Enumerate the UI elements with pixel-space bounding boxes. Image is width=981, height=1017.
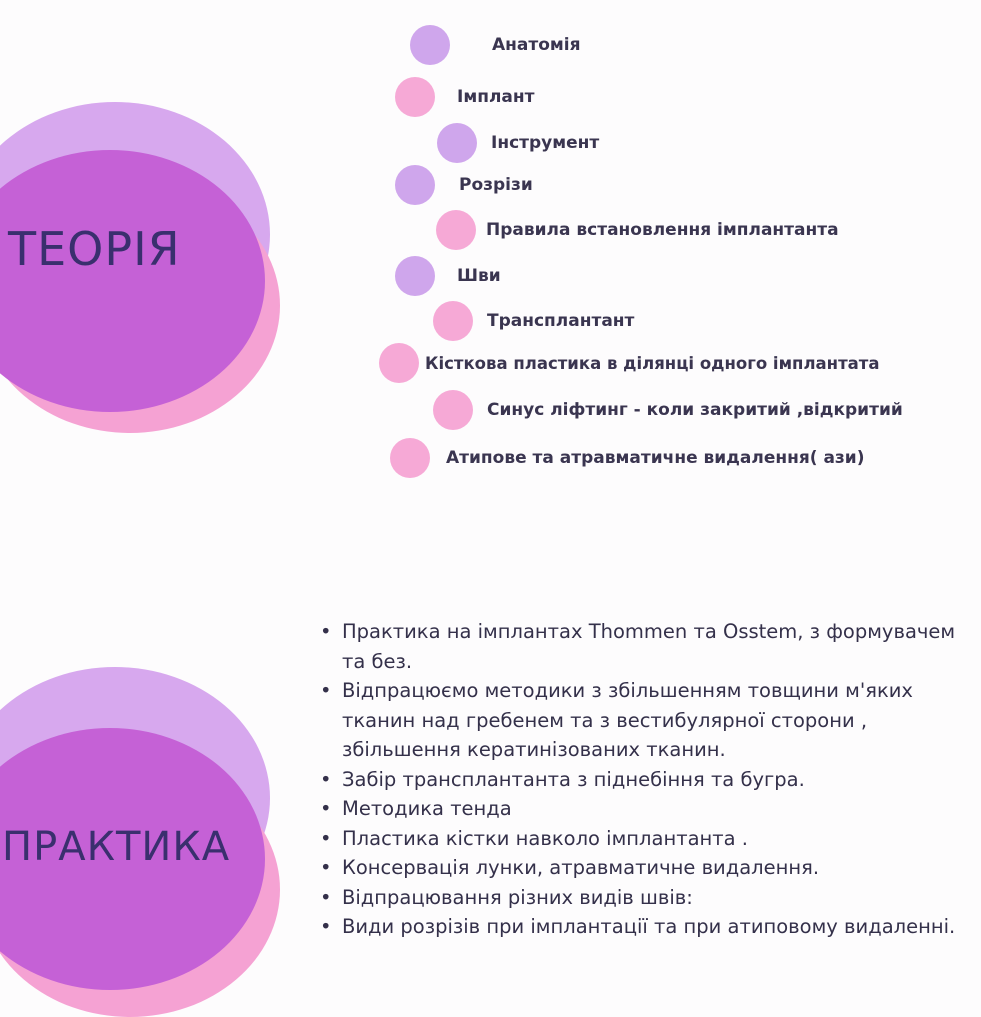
topic-label: Імплант	[457, 87, 535, 107]
theory-title: ТЕОРІЯ	[8, 222, 181, 276]
topic-item	[433, 393, 903, 427]
topic-label: Трансплантант	[487, 311, 635, 331]
topic-item	[395, 80, 535, 114]
practice-title: ПРАКТИКА	[2, 824, 231, 870]
topic-item	[433, 304, 634, 338]
topic-item	[379, 346, 879, 380]
practice-item: • Практика на імплантах Thommen та Osstem, з формувачем та без.	[318, 617, 978, 676]
topic-dot	[433, 301, 473, 341]
practice-item: • Пластика кістки навколо імплантанта .	[318, 824, 978, 854]
topic-dot	[395, 256, 435, 296]
topic-item	[410, 28, 581, 62]
practice-item: • Види розрізів при імплантації та при атиповому видаленні.	[318, 912, 978, 942]
practice-item: • Відпрацювання різних видів швів:	[318, 883, 978, 913]
topic-item	[395, 168, 533, 202]
practice-item: • Методика тенда	[318, 794, 978, 824]
topic-dot	[410, 25, 450, 65]
topic-item	[390, 441, 865, 475]
topic-label: Інструмент	[491, 133, 600, 153]
topic-label: Кісткова пластика в ділянці одного імплантата	[425, 353, 880, 373]
topic-dot	[379, 343, 419, 383]
topic-dot	[395, 77, 435, 117]
topic-label: Атипове та атравматичне видалення( ази)	[446, 448, 865, 468]
topic-dot	[433, 390, 473, 430]
topic-label: Шви	[457, 266, 501, 286]
topic-item	[436, 213, 839, 247]
topic-label: Анатомія	[492, 35, 581, 55]
topic-dot	[437, 123, 477, 163]
practice-item: • Відпрацюємо методики з збільшенням товщини м'яких тканин над гребенем та з вестибулярної сторони , збільшення кератинізованих тканин.	[318, 676, 978, 765]
topic-item	[395, 259, 501, 293]
practice-item: • Консервація лунки, атравматичне видалення.	[318, 853, 978, 883]
topic-label: Синус ліфтинг - коли закритий ,відкритий	[487, 400, 903, 420]
topic-dot	[390, 438, 430, 478]
practice-item: • Забір трансплантанта з піднебіння та бугра.	[318, 765, 978, 795]
topic-dot	[395, 165, 435, 205]
topic-label: Розрізи	[459, 175, 533, 195]
topic-label: Правила встановлення імплантанта	[486, 220, 839, 240]
topic-dot	[436, 210, 476, 250]
practice-list	[318, 617, 978, 942]
topic-item	[437, 126, 599, 160]
